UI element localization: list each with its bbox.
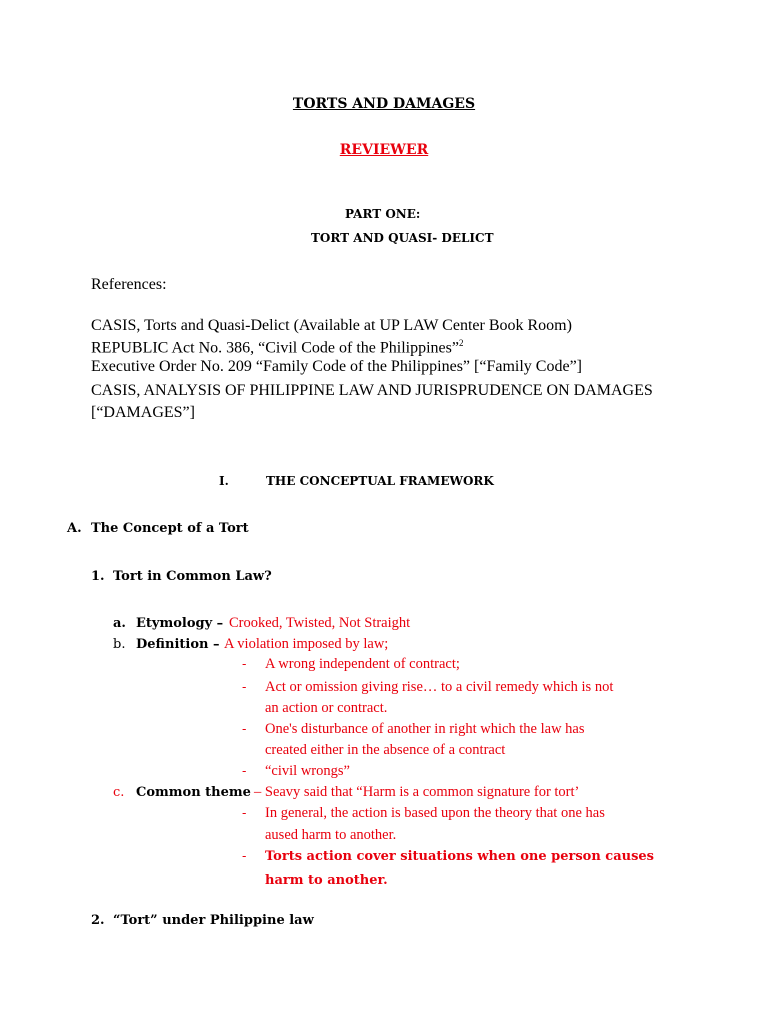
etymology-term: Etymology –	[136, 616, 224, 631]
item-1-marker: 1.	[91, 569, 105, 584]
section-title: THE CONCEPTUAL FRAMEWORK	[266, 474, 494, 488]
common-theme-bullet-2-line-1: Torts action cover situations when one person causes	[265, 849, 655, 864]
document-subtitle: REVIEWER	[339, 142, 429, 158]
bullet-dash: -	[242, 849, 247, 864]
subsection-a-title: The Concept of a Tort	[91, 521, 249, 536]
definition-text: A violation imposed by law;	[224, 636, 389, 652]
definition-bullet-2-line-1: Act or omission giving rise… to a civil remedy which is not	[265, 679, 614, 695]
reference-3: Executive Order No. 209 “Family Code of the Philippines” [“Family Code”]	[91, 358, 582, 375]
bullet-dash: -	[242, 764, 247, 779]
item-2-title: “Tort” under Philippine law	[113, 913, 314, 928]
bullet-dash: -	[242, 806, 247, 821]
footnote-marker: 2	[458, 338, 464, 348]
definition-marker: b.	[113, 637, 126, 652]
common-theme-marker: c.	[113, 785, 125, 800]
definition-bullet-3-line-2: created either in the absence of a contract	[265, 742, 506, 758]
definition-term: Definition –	[136, 637, 220, 652]
part-title: TORT AND QUASI- DELICT	[311, 231, 494, 245]
subsection-a-marker: A.	[67, 521, 82, 536]
references-label: References:	[91, 276, 167, 293]
document-title: TORTS AND DAMAGES	[292, 96, 476, 112]
section-numeral: I.	[219, 474, 229, 488]
definition-bullet-1: A wrong independent of contract;	[265, 656, 460, 672]
common-theme-term: Common theme	[136, 785, 251, 800]
definition-bullet-2-line-2: an action or contract.	[265, 700, 388, 716]
common-theme-bullet-1-line-1: In general, the action is based upon the theory that one has	[265, 805, 605, 821]
bullet-dash: -	[242, 680, 247, 695]
reference-4-line-2: [“DAMAGES”]	[91, 404, 195, 421]
etymology-text: Crooked, Twisted, Not Straight	[229, 615, 411, 631]
reference-1: CASIS, Torts and Quasi-Delict (Available at UP LAW Center Book Room)	[91, 317, 572, 334]
bullet-dash: -	[242, 722, 247, 737]
definition-bullet-4: “civil wrongs”	[265, 763, 350, 779]
reference-4-line-1: CASIS, ANALYSIS OF PHILIPPINE LAW AND JURISPRUDENCE ON DAMAGES	[91, 382, 653, 399]
bullet-dash: -	[242, 657, 247, 672]
common-theme-text: – Seavy said that “Harm is a common signature for tort’	[254, 784, 580, 800]
item-2-marker: 2.	[91, 913, 105, 928]
part-label: PART ONE:	[345, 207, 421, 221]
etymology-marker: a.	[113, 616, 126, 631]
definition-bullet-3-line-1: One's disturbance of another in right which the law has	[265, 721, 585, 737]
reference-2: REPUBLIC Act No. 386, “Civil Code of the Philippines”$^2$	[91, 338, 464, 357]
common-theme-bullet-1-line-2: aused harm to another.	[265, 827, 397, 843]
common-theme-bullet-2-line-2: harm to another.	[265, 873, 388, 888]
item-1-title: Tort in Common Law?	[113, 569, 272, 584]
